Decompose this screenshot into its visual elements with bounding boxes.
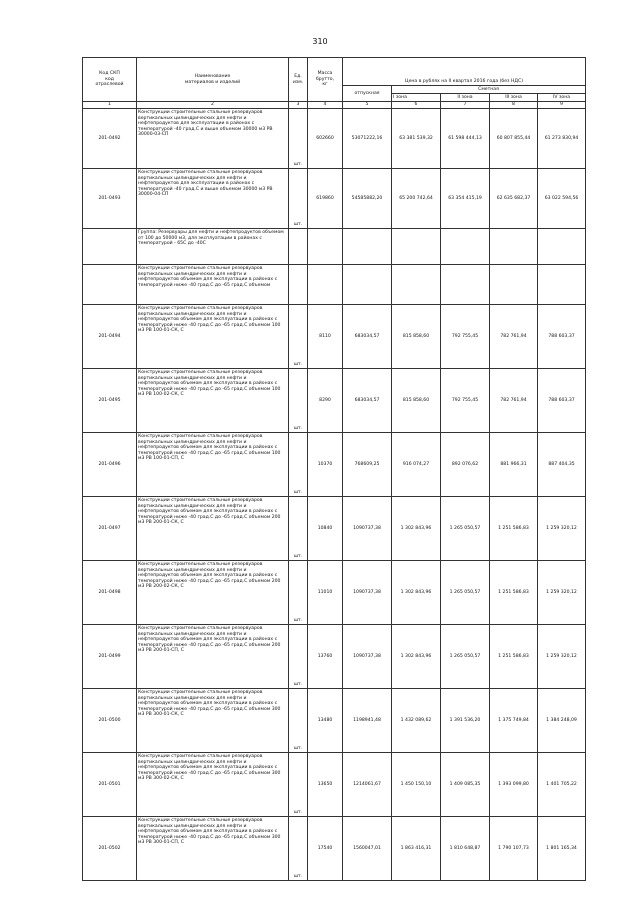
table-row	[83, 169, 586, 229]
material-name: Конструкции строительные стальные резервуаров вертикальных цилиндрических для нефти и нефтепродуктов объемом для эксплуатации в районах с температурой ниже -40 град.С до -65 град.С объемом 100 м3 РВ 100-01-СП, С	[137, 433, 289, 497]
table-row	[83, 817, 586, 881]
col-number: 4	[308, 102, 343, 109]
zone2-price: 1 265 050,57	[441, 497, 490, 561]
zone3-price: 1 375 749,84	[490, 689, 538, 753]
group-row	[83, 229, 586, 265]
zone3-price: 60 807 855,44	[490, 109, 538, 169]
table-row	[83, 497, 586, 561]
price-cell	[441, 229, 490, 265]
unit-cell: шт.	[289, 817, 308, 881]
col-number: 8	[490, 102, 538, 109]
release-price: 1198941,48	[343, 689, 392, 753]
price-cell	[343, 229, 392, 265]
price-cell	[538, 265, 586, 305]
zone4-price: 1 801 165,34	[538, 817, 586, 881]
zone2-price: 1 265 050,57	[441, 561, 490, 625]
material-name: Конструкции строительные стальные резервуаров вертикальных цилиндрических для нефти и нефтепродуктов объемом для эксплуатации в районах с температурой ниже -40 град.С до -65 град.С объемом 100 м3 РВ 100-01-СК, С	[137, 305, 289, 369]
release-price: 768609,25	[343, 433, 392, 497]
unit-cell: шт.	[289, 689, 308, 753]
material-name: Конструкции строительные стальные резервуаров вертикальных цилиндрических для нефти и нефтепродуктов для эксплуатации в районах с температурой -40 град.С и выше объемом 30000 м3 РВ 30000-04-СП	[137, 169, 289, 229]
zone1-price: 815 858,60	[392, 369, 441, 433]
zone1-price: 1 450 150,10	[392, 753, 441, 817]
header-estimate: Сметная	[392, 86, 586, 94]
unit-cell: шт.	[289, 753, 308, 817]
mass-cell: 13650	[308, 753, 343, 817]
table-row	[83, 109, 586, 169]
zone3-price: 782 761,94	[490, 369, 538, 433]
unit-cell: шт.	[289, 369, 308, 433]
zone2-price: 792 755,45	[441, 369, 490, 433]
header-zone2: II зона	[441, 94, 490, 102]
mass-cell: 11010	[308, 561, 343, 625]
mass-cell: 17540	[308, 817, 343, 881]
zone3-price: 1 251 586,83	[490, 561, 538, 625]
col-number: 9	[538, 102, 586, 109]
zone3-price: 1 393 099,80	[490, 753, 538, 817]
price-cell	[441, 265, 490, 305]
code-cell: 201-0495	[83, 369, 137, 433]
header-name: Наименование материалов и изделий	[137, 58, 289, 102]
mass-cell: 13760	[308, 625, 343, 689]
table-row	[83, 753, 586, 817]
header-unit: Ед. изм.	[289, 58, 308, 102]
table-row	[83, 433, 586, 497]
mass-cell: 10370	[308, 433, 343, 497]
unit-cell: шт.	[289, 561, 308, 625]
release-price: 683034,57	[343, 305, 392, 369]
code-cell: 201-0496	[83, 433, 137, 497]
code-cell	[83, 265, 137, 305]
zone2-price: 1 391 536,20	[441, 689, 490, 753]
price-cell	[538, 229, 586, 265]
zone2-price: 1 810 648,87	[441, 817, 490, 881]
zone4-price: 788 603,37	[538, 369, 586, 433]
zone4-price: 788 603,37	[538, 305, 586, 369]
mass-cell	[308, 229, 343, 265]
release-price: 1090737,38	[343, 625, 392, 689]
code-cell: 201-0499	[83, 625, 137, 689]
zone1-price: 916 074,27	[392, 433, 441, 497]
zone2-price: 792 755,45	[441, 305, 490, 369]
table-row	[83, 305, 586, 369]
table-row	[83, 561, 586, 625]
release-price: 1090737,38	[343, 561, 392, 625]
code-cell: 201-0497	[83, 497, 137, 561]
material-name: Конструкции строительные стальные резервуаров вертикальных цилиндрических для нефти и нефтепродуктов объемом для эксплуатации в районах с температурой ниже -40 град.С до -65 град.С объемом 200 м3 РВ 200-02-СК, С	[137, 561, 289, 625]
zone1-price: 1 863 416,31	[392, 817, 441, 881]
release-price: 53071222,16	[343, 109, 392, 169]
unit-cell: шт.	[289, 625, 308, 689]
unit-cell	[289, 265, 308, 305]
unit-cell: шт.	[289, 433, 308, 497]
zone1-price: 63 381 539,32	[392, 109, 441, 169]
mass-cell	[308, 265, 343, 305]
unit-cell: шт.	[289, 109, 308, 169]
zone4-price: 63 022 594,56	[538, 169, 586, 229]
material-name: Конструкции строительные стальные резервуаров вертикальных цилиндрических для нефти и нефтепродуктов объемом для эксплуатации в районах с температурой ниже -40 град.С до -65 град.С объемом 100 м3 РВ 100-02-СК, С	[137, 369, 289, 433]
release-price: 54585882,20	[343, 169, 392, 229]
price-cell	[490, 265, 538, 305]
zone3-price: 62 635 682,37	[490, 169, 538, 229]
table-row	[83, 689, 586, 753]
code-cell: 201-0502	[83, 817, 137, 881]
zone2-price: 892 076,62	[441, 433, 490, 497]
unit-cell: шт.	[289, 305, 308, 369]
header-release: отпускная	[343, 86, 392, 102]
code-cell: 201-0500	[83, 689, 137, 753]
release-price: 683034,57	[343, 369, 392, 433]
code-cell	[83, 229, 137, 265]
code-cell: 201-0494	[83, 305, 137, 369]
price-cell	[490, 229, 538, 265]
zone2-price: 1 409 085,35	[441, 753, 490, 817]
zone3-price: 881 966,31	[490, 433, 538, 497]
page-number: 310	[312, 37, 328, 46]
mass-cell: 10840	[308, 497, 343, 561]
zone2-price: 61 598 444,13	[441, 109, 490, 169]
unit-cell	[289, 229, 308, 265]
price-cell	[392, 229, 441, 265]
col-number: 6	[392, 102, 441, 109]
zone1-price: 1 302 843,96	[392, 625, 441, 689]
zone1-price: 1 302 843,96	[392, 497, 441, 561]
zone3-price: 782 761,94	[490, 305, 538, 369]
code-cell: 201-0498	[83, 561, 137, 625]
col-number: 2	[137, 102, 289, 109]
material-name: Конструкции строительные стальные резервуаров вертикальных цилиндрических для нефти и нефтепродуктов для эксплуатации в районах с температурой -40 град.С и выше объемом 30000 м3 РВ 30000-03-СП	[137, 109, 289, 169]
mass-cell: 8290	[308, 369, 343, 433]
material-name: Конструкции строительные стальные резервуаров вертикальных цилиндрических для нефти и нефтепродуктов объемом для эксплуатации в районах с температурой ниже -40 град.С до -65 град.С объемом 300 м3 РВ 300-01-СК, С	[137, 689, 289, 753]
mass-cell: 8110	[308, 305, 343, 369]
mass-cell: 602660	[308, 109, 343, 169]
zone1-price: 1 432 089,62	[392, 689, 441, 753]
zone1-price: 1 302 843,96	[392, 561, 441, 625]
code-cell: 201-0492	[83, 109, 137, 169]
code-cell: 201-0493	[83, 169, 137, 229]
price-cell	[343, 265, 392, 305]
zone4-price: 1 259 320,12	[538, 625, 586, 689]
zone4-price: 1 259 320,12	[538, 497, 586, 561]
material-name: Конструкции строительные стальные резервуаров вертикальных цилиндрических для нефти и нефтепродуктов объемом для эксплуатации в районах с температурой ниже -40 град.С до -65 град.С объемом 300 м3 РВ 300-01-СП, С	[137, 817, 289, 881]
release-price: 1560047,01	[343, 817, 392, 881]
col-number: 1	[83, 102, 137, 109]
zone4-price: 887 404,35	[538, 433, 586, 497]
zone3-price: 1 790 107,73	[490, 817, 538, 881]
zone3-price: 1 251 586,83	[490, 625, 538, 689]
unit-cell: шт.	[289, 497, 308, 561]
price-table	[82, 57, 586, 881]
zone2-price: 1 265 050,57	[441, 625, 490, 689]
header-zone3: III зона	[490, 94, 538, 102]
mass-cell: 13480	[308, 689, 343, 753]
zone4-price: 1 259 320,12	[538, 561, 586, 625]
zone4-price: 61 273 830,94	[538, 109, 586, 169]
col-number: 3	[289, 102, 308, 109]
col-number: 5	[343, 102, 392, 109]
table-row	[83, 625, 586, 689]
price-cell	[392, 265, 441, 305]
table-row	[83, 369, 586, 433]
code-cell: 201-0501	[83, 753, 137, 817]
release-price: 1090737,38	[343, 497, 392, 561]
col-number: 7	[441, 102, 490, 109]
zone3-price: 1 251 586,83	[490, 497, 538, 561]
header-mass: Масса брутто, кг	[308, 58, 343, 102]
zone4-price: 1 384 248,09	[538, 689, 586, 753]
group-row	[83, 265, 586, 305]
header-zone1: I зона	[392, 94, 441, 102]
unit-cell: шт.	[289, 169, 308, 229]
material-name: Конструкции строительные стальные резервуаров вертикальных цилиндрических для нефти и нефтепродуктов объемом для эксплуатации в районах с температурой ниже -40 град.С до -65 град.С объемом 300 м3 РВ 300-02-СК, С	[137, 753, 289, 817]
zone2-price: 63 354 415,19	[441, 169, 490, 229]
zone1-price: 65 200 742,64	[392, 169, 441, 229]
release-price: 1214061,67	[343, 753, 392, 817]
header-zone4: IV зона	[538, 94, 586, 102]
mass-cell: 619860	[308, 169, 343, 229]
zone1-price: 815 858,60	[392, 305, 441, 369]
group-title: Группа: Резервуары для нефти и нефтепродуктов объемом от 100 до 50000 м3, для эксплуатации в районах с температурой - 65С до -40С	[137, 229, 289, 265]
header-price-title: Цена в рублях на II квартал 2016 года (без НДС)	[343, 58, 586, 86]
header-code: Код СКП код отраслевой	[83, 58, 137, 102]
material-name: Конструкции строительные стальные резервуаров вертикальных цилиндрических для нефти и нефтепродуктов объемом для эксплуатации в районах с температурой ниже -40 град.С до -65 град.С объемом 200 м3 РВ 200-01-СК, С	[137, 497, 289, 561]
zone4-price: 1 401 705,22	[538, 753, 586, 817]
group-title: Конструкции строительные стальные резервуаров вертикальных цилиндрических для нефти и нефтепродуктов объемом для эксплуатации в районах с температурой ниже -40 град.С до -65 град.С объемом	[137, 265, 289, 305]
material-name: Конструкции строительные стальные резервуаров вертикальных цилиндрических для нефти и нефтепродуктов объемом для эксплуатации в районах с температурой ниже -40 град.С до -65 град.С объемом 200 м3 РВ 200-01-СП, С	[137, 625, 289, 689]
